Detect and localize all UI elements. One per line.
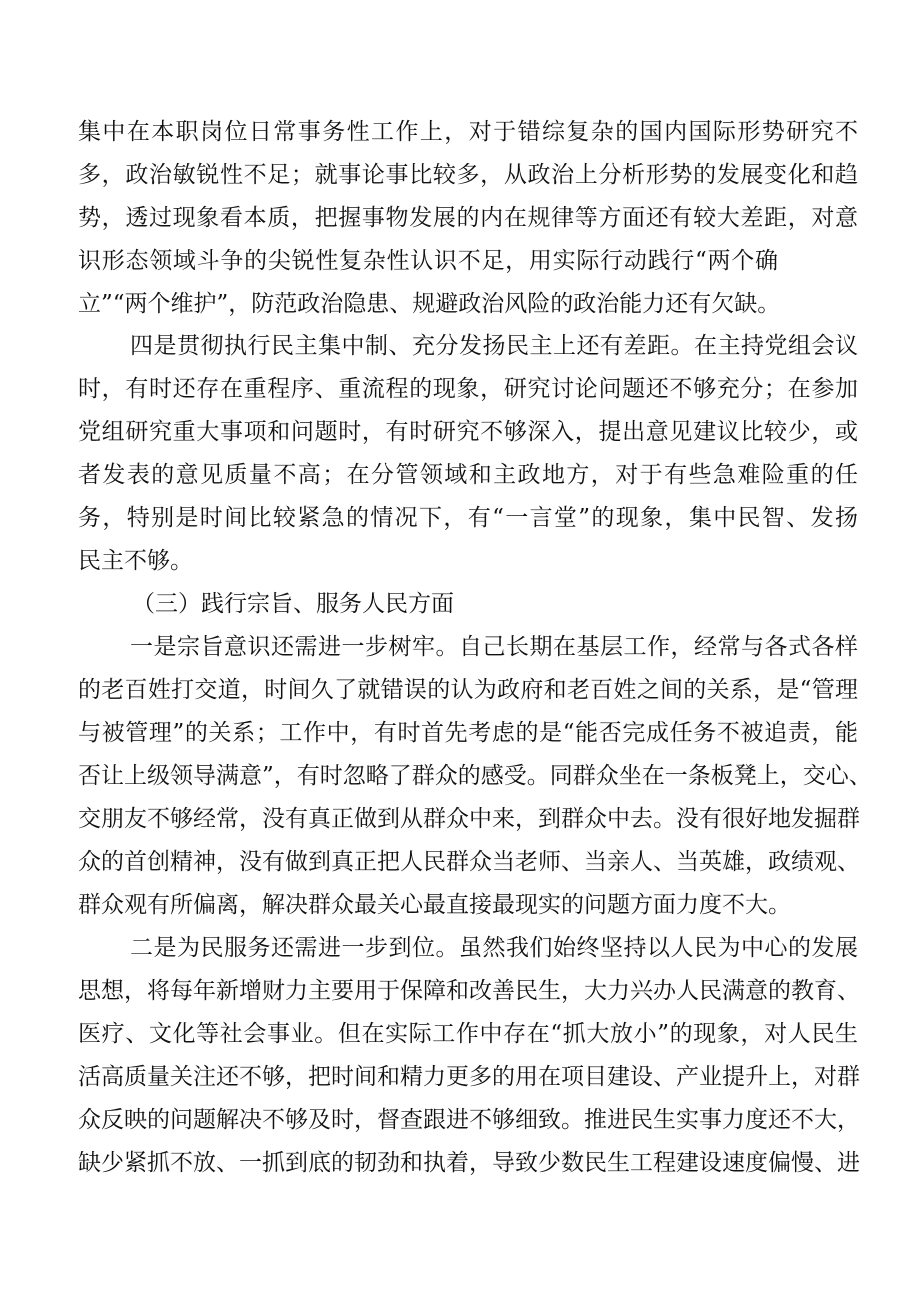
paragraph-line: 务，特别是时间比较紧急的情况下，有“一言堂”的现象，集中民智、发扬 — [78, 505, 858, 531]
paragraph-line: 的老百姓打交道，时间久了就错误的认为政府和老百姓之间的关系，是“管理 — [78, 677, 858, 703]
paragraph-line: 交朋友不够经常，没有真正做到从群众中来，到群众中去。没有很好地发掘群 — [78, 806, 860, 832]
paragraph-line: 四是贯彻执行民主集中制、充分发扬民主上还有差距。在主持党组会议 — [130, 333, 858, 359]
paragraph-line: 势，透过现象看本质，把握事物发展的内在规律等方面还有较大差距，对意 — [78, 205, 858, 231]
paragraph-line: 二是为民服务还需进一步到位。虽然我们始终坚持以人民为中心的发展 — [130, 935, 858, 961]
section-heading: （三）践行宗旨、服务人民方面 — [132, 591, 454, 617]
paragraph-line: 集中在本职岗位日常事务性工作上，对于错综复杂的国内国际形势研究不 — [78, 119, 858, 145]
paragraph-line: 众反映的问题解决不够及时，督查跟进不够细致。推进民生实事力度还不大， — [78, 1107, 860, 1133]
paragraph-line: 多，政治敏锐性不足；就事论事比较多，从政治上分析形势的发展变化和趋 — [78, 162, 858, 188]
paragraph-line: 者发表的意见质量不高；在分管领域和主政地方，对于有些急难险重的任 — [78, 462, 858, 488]
paragraph-line: 群众观有所偏离，解决群众最关心最直接最现实的问题方面力度不大。 — [78, 892, 791, 918]
paragraph-line: 民主不够。 — [78, 548, 193, 574]
paragraph-line: 时，有时还存在重程序、重流程的现象，研究讨论问题还不够充分；在参加 — [78, 376, 858, 402]
paragraph-line: 否让上级领导满意”，有时忽略了群众的感受。同群众坐在一条板凳上，交心、 — [78, 763, 872, 789]
paragraph-line: 党组研究重大事项和问题时，有时研究不够深入，提出意见建议比较少，或 — [78, 419, 858, 445]
paragraph-line: 思想，将每年新增财力主要用于保障和改善民生，大力兴办人民满意的教育、 — [78, 978, 860, 1004]
paragraph-line: 立”“两个维护”，防范政治隐患、规避政治风险的政治能力还有欠缺。 — [78, 291, 781, 317]
paragraph-line: 一是宗旨意识还需进一步树牢。自己长期在基层工作，经常与各式各样 — [130, 634, 858, 660]
paragraph-line: 缺少紧抓不放、一抓到底的韧劲和执着，导致少数民生工程建设速度偏慢、进 — [78, 1150, 860, 1176]
paragraph-line: 识形态领域斗争的尖锐性复杂性认识不足，用实际行动践行“两个确 — [78, 248, 778, 274]
paragraph-line: 众的首创精神，没有做到真正把人民群众当老师、当亲人、当英雄，政绩观、 — [78, 849, 860, 875]
paragraph-line: 医疗、文化等社会事业。但在实际工作中存在“抓大放小”的现象，对人民生 — [78, 1021, 858, 1047]
paragraph-line: 活高质量关注还不够，把时间和精力更多的用在项目建设、产业提升上，对群 — [78, 1064, 860, 1090]
paragraph-line: 与被管理”的关系；工作中，有时首先考虑的是“能否完成任务不被追责，能 — [78, 720, 858, 746]
